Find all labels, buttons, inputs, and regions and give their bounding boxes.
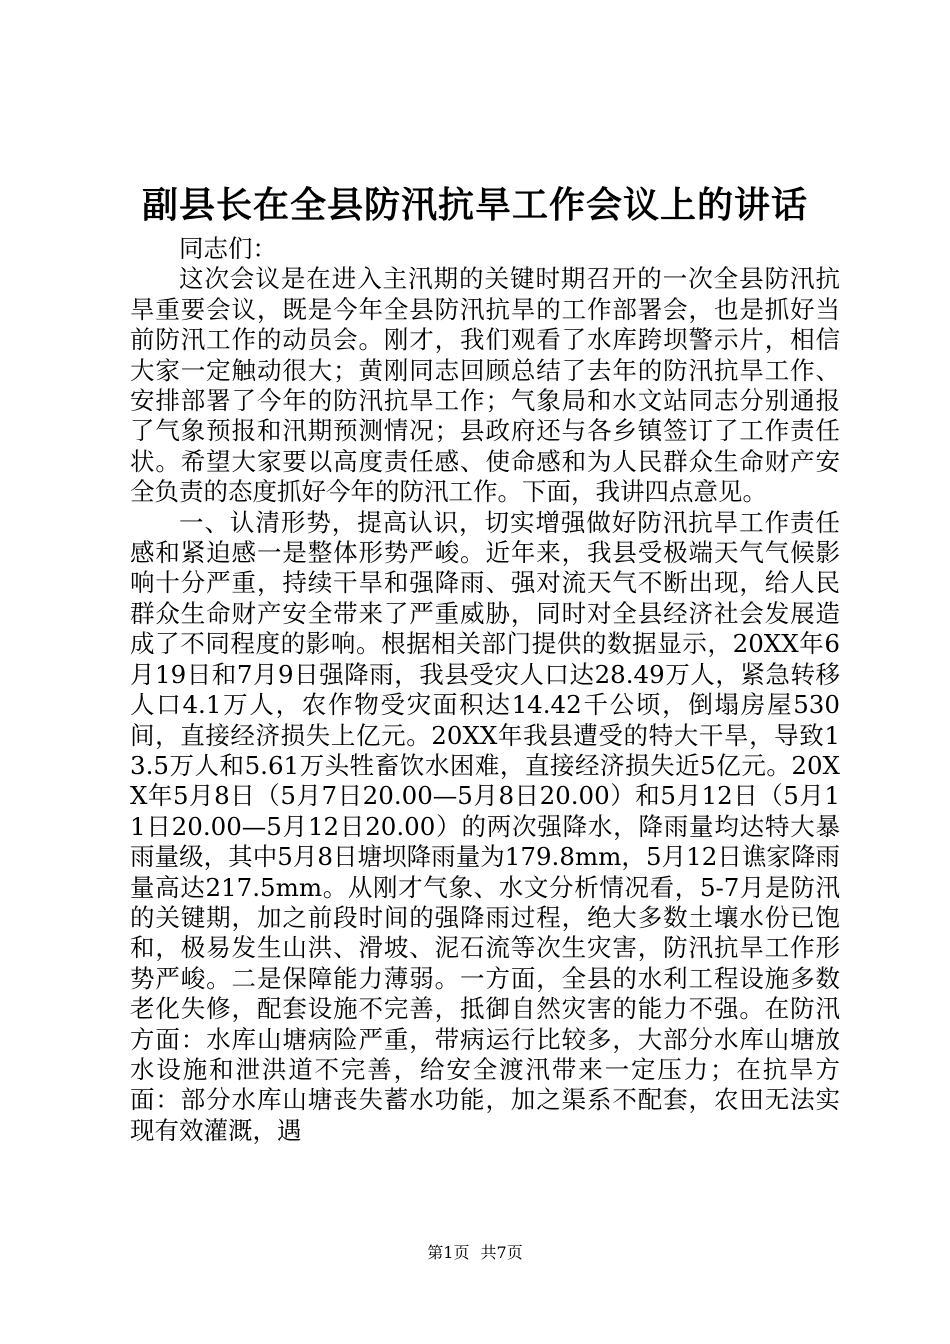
document-title: 副县长在全县防汛抗旱工作会议上的讲话 xyxy=(141,184,808,226)
page-total: 共7页 xyxy=(480,1243,523,1262)
page-footer xyxy=(0,1243,950,1263)
document-body xyxy=(130,234,840,1146)
page-number: 第1页 xyxy=(427,1243,470,1262)
intro-paragraph: 这次会议是在进入主汛期的关键时期召开的一次全县防汛抗旱重要会议，既是今年全县防汛抗旱的工作部署会，也是抓好当前防汛工作的动员会。刚才，我们观看了水库跨坝警示片，相信大家一定触动很大；黄刚同志回顾总结了去年的防汛抗旱工作、安排部署了今年的防汛抗旱工作；气象局和水文站同志分别通报了气象预报和汛期预测情况；县政府还与各乡镇签订了工作责任状。希望大家要以高度责任感、使命感和为人民群众生命财产安全负责的态度抓好今年的防汛工作。下面，我讲四点意见。 xyxy=(130,264,840,507)
salutation-paragraph: 同志们： xyxy=(179,234,277,263)
section-one-paragraph: 一、认清形势，提高认识，切实增强做好防汛抗旱工作责任感和紧迫感一是整体形势严峻。近年来，我县受极端天气气候影响十分严重，持续干旱和强降雨、强对流天气不断出现，给人民群众生命财产安全带来了严重威胁，同时对全县经济社会发展造成了不同程度的影响。根据相关部门提供的数据显示，20XX年6月19日和7月9日强降雨，我县受灾人口达28.49万人，紧急转移人口4.1万人，农作物受灾面积达14.42千公顷，倒塌房屋530间，直接经济损失上亿元。20XX年我县遭受的特大干旱，导致13.5万人和5.61万头牲畜饮水困难，直接经济损失近5亿元。20XX年5月8日（5月7日20.00—5月8日20.00）和5月12日（5月11日20.00—5月12日20.00）的两次强降水，降雨量均达特大暴雨量级，其中5月8日塘坝降雨量为179.8mm，5月12日谯家降雨量高达217.5mm。从刚才气象、水文分析情况看，5-7月是防汛的关键期，加之前段时间的强降雨过程，绝大多数土壤水份已饱和，极易发生山洪、滑坡、泥石流等次生灾害，防汛抗旱工作形势严峻。二是保障能力薄弱。一方面，全县的水利工程设施多数老化失修，配套设施不完善，抵御自然灾害的能力不强。在防汛方面：水库山塘病险严重，带病运行比较多，大部分水库山塘放水设施和泄洪道不完善，给安全渡汛带来一定压力；在抗旱方面：部分水库山塘丧失蓄水功能，加之渠系不配套，农田无法实现有效灌溉，遇 xyxy=(130,507,840,1145)
